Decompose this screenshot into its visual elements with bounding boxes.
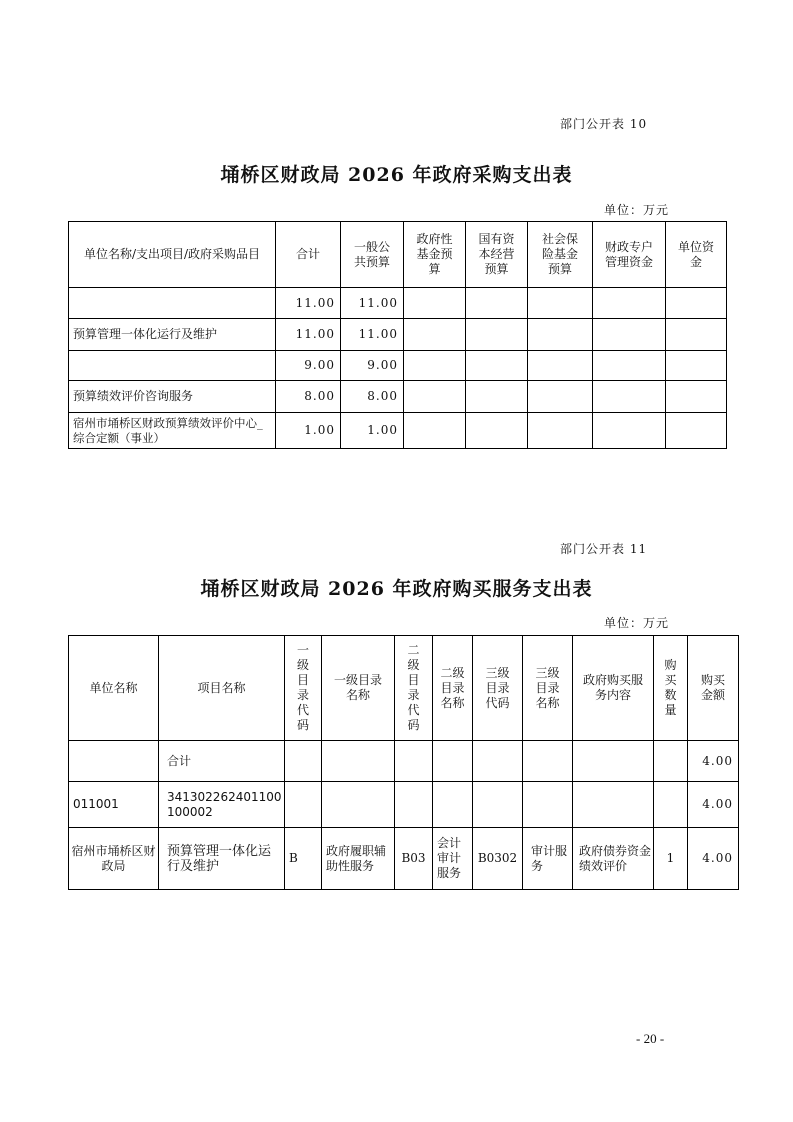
row-total: 9.00 xyxy=(276,351,341,381)
service-purchase-table xyxy=(68,635,739,890)
row-general: 8.00 xyxy=(341,381,404,413)
header-l3-code: 三级目录代码 xyxy=(473,636,523,741)
row-general: 11.00 xyxy=(341,288,404,319)
row-general: 11.00 xyxy=(341,319,404,351)
header-l2-name: 二级目录名称 xyxy=(433,636,473,741)
detail-l3-name: 审计服务 xyxy=(523,828,573,890)
total-amount: 4.00 xyxy=(688,741,739,782)
code-row-amount: 4.00 xyxy=(688,782,739,828)
header-total: 合计 xyxy=(276,222,341,288)
header-service-content: 政府购买服务内容 xyxy=(573,636,654,741)
detail-unit: 宿州市埇桥区财政局 xyxy=(69,828,159,890)
row-name: 宿州市埇桥区财政预算绩效评价中心_综合定额（事业） xyxy=(69,413,276,449)
header-general-budget: 一般公共预算 xyxy=(341,222,404,288)
procurement-header-row xyxy=(69,222,727,288)
table11-unit: 单位：万元 xyxy=(604,616,670,630)
table-row xyxy=(69,782,739,828)
unit-code: 011001 xyxy=(69,782,159,828)
header-unit-name: 单位名称 xyxy=(69,636,159,741)
header-l2-code: 二级目录代码 xyxy=(395,636,433,741)
table-row xyxy=(69,288,727,319)
header-l1-code: 一级目录代码 xyxy=(285,636,322,741)
table-row xyxy=(69,741,739,782)
table-row xyxy=(69,351,727,381)
row-total: 11.00 xyxy=(276,319,341,351)
row-general: 9.00 xyxy=(341,351,404,381)
header-l1-name: 一级目录名称 xyxy=(322,636,395,741)
detail-l3-code: B0302 xyxy=(473,828,523,890)
header-fund-budget: 政府性基金预算 xyxy=(404,222,466,288)
row-name: 预算管理一体化运行及维护 xyxy=(69,319,276,351)
table-row xyxy=(69,413,727,449)
detail-l2-code: B03 xyxy=(395,828,433,890)
header-social-insurance-budget: 社会保险基金预算 xyxy=(528,222,593,288)
detail-project: 预算管理一体化运行及维护 xyxy=(159,828,285,890)
table11-title: 埇桥区财政局 2026 年政府购买服务支出表 xyxy=(200,578,593,600)
detail-content: 政府债券资金绩效评价 xyxy=(573,828,654,890)
project-code: 341302262401100100002 xyxy=(159,782,285,828)
procurement-table xyxy=(68,221,727,449)
row-name: 预算绩效评价咨询服务 xyxy=(69,381,276,413)
detail-amount: 4.00 xyxy=(688,828,739,890)
table10-title: 埇桥区财政局 2026 年政府采购支出表 xyxy=(220,164,573,186)
row-general: 1.00 xyxy=(341,413,404,449)
table10-label: 部门公开表 10 xyxy=(560,117,648,131)
header-l3-name: 三级目录名称 xyxy=(523,636,573,741)
detail-l2-name: 会计审计服务 xyxy=(433,828,473,890)
total-label: 合计 xyxy=(159,741,285,782)
header-state-capital-budget: 国有资本经营预算 xyxy=(466,222,528,288)
detail-quantity: 1 xyxy=(654,828,688,890)
header-project-name: 项目名称 xyxy=(159,636,285,741)
header-amount: 购买金额 xyxy=(688,636,739,741)
detail-l1-name: 政府履职辅助性服务 xyxy=(322,828,395,890)
table10-unit: 单位：万元 xyxy=(604,203,670,217)
row-total: 1.00 xyxy=(276,413,341,449)
header-special-account-funds: 财政专户管理资金 xyxy=(593,222,666,288)
header-quantity: 购买数量 xyxy=(654,636,688,741)
table-row xyxy=(69,828,739,890)
header-unit-funds: 单位资金 xyxy=(666,222,727,288)
row-total: 11.00 xyxy=(276,288,341,319)
detail-l1-code: B xyxy=(285,828,322,890)
table-row xyxy=(69,319,727,351)
row-name xyxy=(69,288,276,319)
service-header-row xyxy=(69,636,739,741)
row-total: 8.00 xyxy=(276,381,341,413)
table11-label: 部门公开表 11 xyxy=(560,542,648,556)
page-number: - 20 - xyxy=(636,1031,665,1046)
row-name xyxy=(69,351,276,381)
table-row xyxy=(69,381,727,413)
header-unit-name: 单位名称/支出项目/政府采购品目 xyxy=(69,222,276,288)
